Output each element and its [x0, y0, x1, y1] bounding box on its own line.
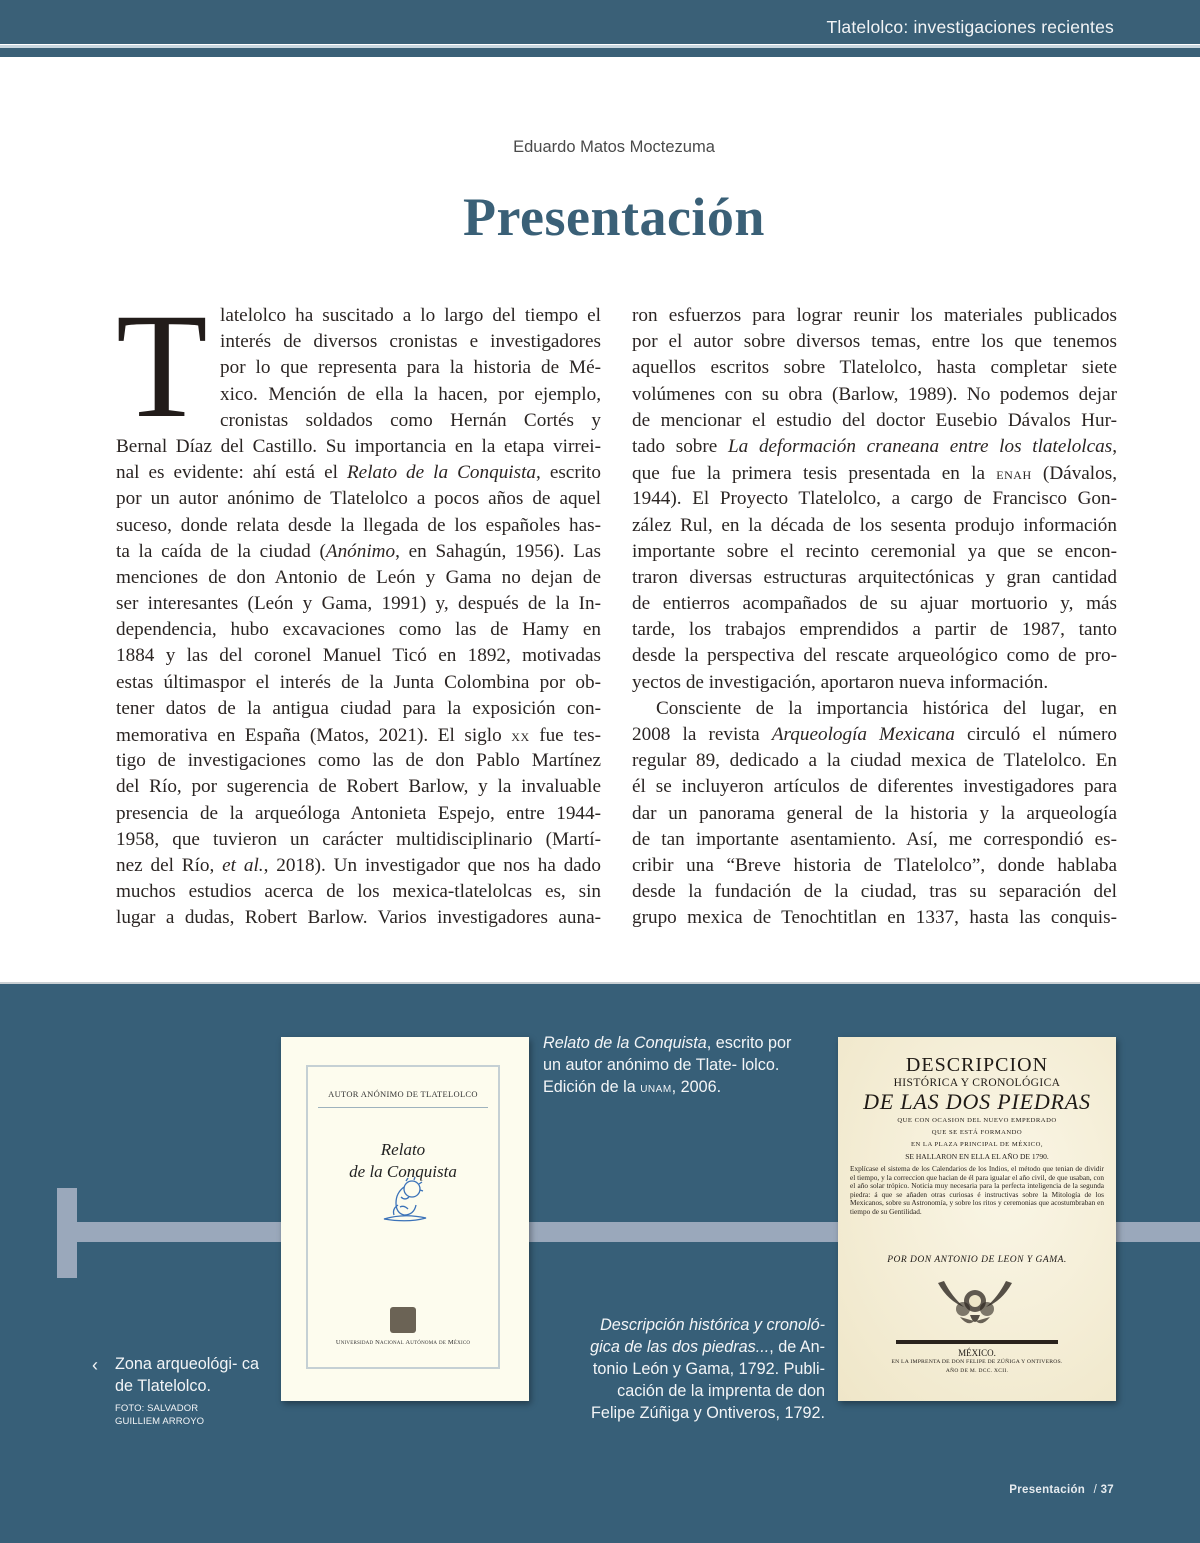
- cover-publisher: Universidad Nacional Autónoma de México: [335, 1339, 471, 1346]
- text-line: cribir una “Breve historia de Tlatelolco”, donde hablaba: [632, 854, 1117, 876]
- flower-ornament-icon: [930, 1277, 1020, 1337]
- text-line: de tan importante asentamiento. Así, me correspondió es-: [632, 828, 1117, 850]
- article-title: Presentación: [463, 187, 765, 247]
- text-line: presencia de la arqueóloga Antonieta Espejo, entre 1944-: [116, 802, 601, 824]
- right-column-lines: [632, 303, 1117, 932]
- cover-frame: [306, 1065, 500, 1369]
- cover-title-line2: de la Conquista: [349, 1162, 457, 1181]
- text-line: nez del Río, et al., 2018). Un investigador que nos ha dado: [116, 854, 601, 876]
- frontispiece-line: QUE SE ESTÁ FORMANDO: [931, 1129, 1023, 1136]
- text-line: menciones de don Antonio de León y Gama no dejan de: [116, 566, 601, 588]
- ornamental-rule: [896, 1340, 1058, 1344]
- text-line: lugar a dudas, Robert Barlow. Varios investigadores auna-: [116, 907, 601, 929]
- text-line: cación de la imprenta de don: [617, 1382, 825, 1400]
- page-folio: [1009, 1484, 1114, 1496]
- cover-author: AUTOR ANÓNIMO DE TLATELOLCO: [328, 1089, 478, 1099]
- drop-cap: T: [116, 283, 208, 449]
- timeline-bar: [1116, 1222, 1200, 1242]
- text-line: gica de las dos piedras..., de An-: [590, 1338, 825, 1356]
- timeline-bar: [77, 1222, 282, 1242]
- text-line: volúmenes con su obra (Barlow, 1989). No podemos dejar: [632, 383, 1117, 405]
- running-title: Tlatelolco: investigaciones recientes: [826, 17, 1114, 37]
- photo-caption-text: Zona arqueológi- ca de Tlatelolco.: [115, 1355, 259, 1395]
- codex-figure-icon: [374, 1175, 434, 1225]
- frontispiece-line: HISTÓRICA Y CRONOLÓGICA: [893, 1077, 1061, 1089]
- text-line: 1884 y las del coronel Manuel Ticó en 1892, motivadas: [116, 645, 601, 667]
- text-line: por un autor anónimo de Tlatelolco a pocos años de aquel: [116, 488, 601, 510]
- caption-relato-abbr: unam: [640, 1080, 672, 1096]
- text-line: estas últimaspor el interés de la Junta Colombina por ob-: [116, 671, 601, 693]
- text-line: ser interesantes (León y Gama, 1991) y, después de la In-: [116, 593, 601, 615]
- timeline-bar-vertical: [57, 1188, 77, 1278]
- text-line: regular 89, dedicado a la ciudad mexica de Tlatelolco. En: [632, 750, 1117, 772]
- photo-credit-line1: FOTO: SALVADOR: [115, 1403, 199, 1414]
- text-line: de entierros acompañados de su ajuar mortuorio y, más: [632, 593, 1117, 615]
- text-line: latelolco ha suscitado a lo largo del tiempo el: [220, 305, 601, 326]
- caption-relato-title: Relato de la Conquista: [543, 1034, 707, 1052]
- text-line: yectos de investigación, aportaron nueva información.: [632, 671, 1049, 693]
- text-line: Consciente de la importancia histórica del lugar, en: [656, 697, 1117, 719]
- text-line: ron esfuerzos para lograr reunir los materiales publicados: [632, 305, 1117, 326]
- cover-title-line1: Relato: [380, 1140, 426, 1159]
- caption-relato-end: , 2006.: [671, 1078, 722, 1096]
- folio-section: Presentación: [1009, 1484, 1086, 1496]
- text-line: que fue la primera tesis presentada en la enah (Dávalos,: [632, 463, 1117, 485]
- text-line: del Río, por sugerencia de Robert Barlow, y la invaluable: [116, 776, 601, 798]
- timeline-bar: [528, 1222, 840, 1242]
- text-line: desde la perspectiva del rescate arqueológico como de pro-: [632, 645, 1117, 667]
- header-divider-band: [0, 48, 1200, 57]
- text-line: 2008 la revista Arqueología Mexicana circuló el número: [632, 724, 1117, 745]
- text-line: Felipe Zúñiga y Ontiveros, 1792.: [591, 1404, 825, 1422]
- caption-relato-text: , escrito por un autor anónimo de Tlate- lolco. Edición de la: [543, 1034, 792, 1096]
- text-line: importante sobre el recinto ceremonial ya que se encon-: [632, 540, 1117, 562]
- text-line: cronistas soldados como Hernán Cortés y: [220, 409, 601, 431]
- book-page-descripcion: [838, 1037, 1116, 1401]
- text-line: desde la fundación de la ciudad, tras su separación del: [632, 881, 1117, 903]
- text-line: tarde, los trabajos emprendidos a partir de 1987, tanto: [632, 619, 1117, 641]
- cover-rule: [318, 1107, 488, 1108]
- text-line: zález Rul, en la década de los sesenta produjo información: [632, 514, 1117, 536]
- text-line: tado sobre La deformación craneana entre los tlatelolcas,: [632, 435, 1117, 457]
- book-cover-relato: [281, 1037, 529, 1401]
- text-line: traron diversas estructuras arquitectónicas y gran cantidad: [632, 566, 1117, 588]
- frontispiece-line: DESCRIPCION: [905, 1054, 1049, 1076]
- text-line: Bernal Díaz del Castillo. Su importancia en la etapa virrei-: [116, 435, 601, 457]
- text-column-left: [116, 283, 601, 932]
- running-header-band: [0, 0, 1200, 44]
- frontispiece-year: AÑO DE M. DCC. XCII.: [945, 1368, 1009, 1374]
- text-line: memorativa en España (Matos, 2021). El siglo xx fue tes-: [116, 725, 601, 746]
- text-line: suceso, donde relata desde la llegada de los españoles has-: [116, 514, 601, 536]
- page-number: 37: [1100, 1484, 1114, 1496]
- folio-separator: /: [1093, 1484, 1098, 1496]
- caption-descripcion: [545, 1314, 825, 1424]
- text-line: tener datos de la antigua ciudad para la exposición con-: [116, 697, 601, 719]
- text-line: grupo mexica de Tenochtitlan en 1337, hasta las conquis-: [632, 907, 1117, 929]
- text-line: por lo que representa para la historia de Mé-: [220, 357, 601, 379]
- text-line: de mencionar el estudio del doctor Eusebio Dávalos Hur-: [632, 409, 1117, 431]
- frontispiece-line: DE LAS DOS PIEDRAS: [863, 1089, 1091, 1114]
- text-line: xico. Mención de ella la hacen, por ejemplo,: [220, 383, 601, 405]
- text-column-right: [632, 303, 1117, 932]
- text-line: dependencia, hubo excavaciones como las de Hamy en: [116, 619, 601, 641]
- photo-credit: [115, 1403, 275, 1428]
- photo-credit-line2: GUILLIEM ARROYO: [115, 1415, 205, 1427]
- article-author: Eduardo Matos Moctezuma: [513, 138, 715, 156]
- text-line: ta la caída de la ciudad (Anónimo, en Sahagún, 1956). Las: [116, 540, 601, 562]
- frontispiece-line: EN LA PLAZA PRINCIPAL DE MÉXICO,: [910, 1141, 1043, 1148]
- frontispiece-byline: POR DON ANTONIO DE LEON Y GAMA.: [887, 1255, 1067, 1265]
- text-line: 1958, que tuvieron un carácter multidisciplinario (Martí-: [116, 828, 601, 850]
- text-line: interés de diversos cronistas e investigadores: [220, 331, 601, 353]
- unam-crest-icon: [390, 1307, 416, 1333]
- text-line: muchos estudios acerca de los mexica-tlatelolcas es, sin: [116, 881, 601, 903]
- frontispiece-line: SE HALLARON EN ELLA EL AÑO DE 1790.: [905, 1152, 1049, 1161]
- text-line: aquellos escritos sobre Tlatelolco, hasta completar siete: [632, 357, 1117, 379]
- frontispiece-printer: EN LA IMPRENTA DE DON FELIPE DE ZÚÑIGA Y ONTIVEROS.: [891, 1359, 1063, 1365]
- text-line: nal es evidente: ahí está el Relato de la Conquista, escrito: [116, 462, 601, 484]
- caption-relato: [543, 1032, 805, 1099]
- frontispiece-place: MÉXICO.: [958, 1348, 996, 1358]
- text-line: él se incluyeron artículos de diferentes investigadores para: [632, 776, 1117, 798]
- text-line: dar un panorama general de la historia y la arqueología: [632, 802, 1117, 824]
- text-line: 1944). El Proyecto Tlatelolco, a cargo de Francisco Gon-: [632, 488, 1117, 510]
- frontispiece-paragraph: Explícase el sistema de los Calendarios de los Indios, el método que tenian de dividir el tiempo, y la correccion que hacian de él para igualar el año civil, de que usaban, con el año solar trópico. Noticia muy necesaria para la perfecta inteligencia de la segunda piedra: á que se añaden otras curiosas é instructivas sobre la Mitología de los Mexicanos, sobre su Astronomía, y sobre los ritos y ceremonias que acostumbraban en tiempo de su Gentilidad.: [850, 1164, 1104, 1216]
- text-line: Descripción histórica y cronoló-: [600, 1316, 825, 1334]
- text-line: por el autor sobre diversos temas, entre los que tenemos: [632, 331, 1117, 353]
- chevron-left-icon: ‹: [92, 1355, 98, 1375]
- text-line: tigo de investigaciones como las de don Pablo Martínez: [116, 750, 601, 772]
- frontispiece-line: QUE CON OCASION DEL NUEVO EMPEDRADO: [897, 1117, 1057, 1124]
- text-line: tonio León y Gama, 1792. Publi-: [592, 1360, 825, 1378]
